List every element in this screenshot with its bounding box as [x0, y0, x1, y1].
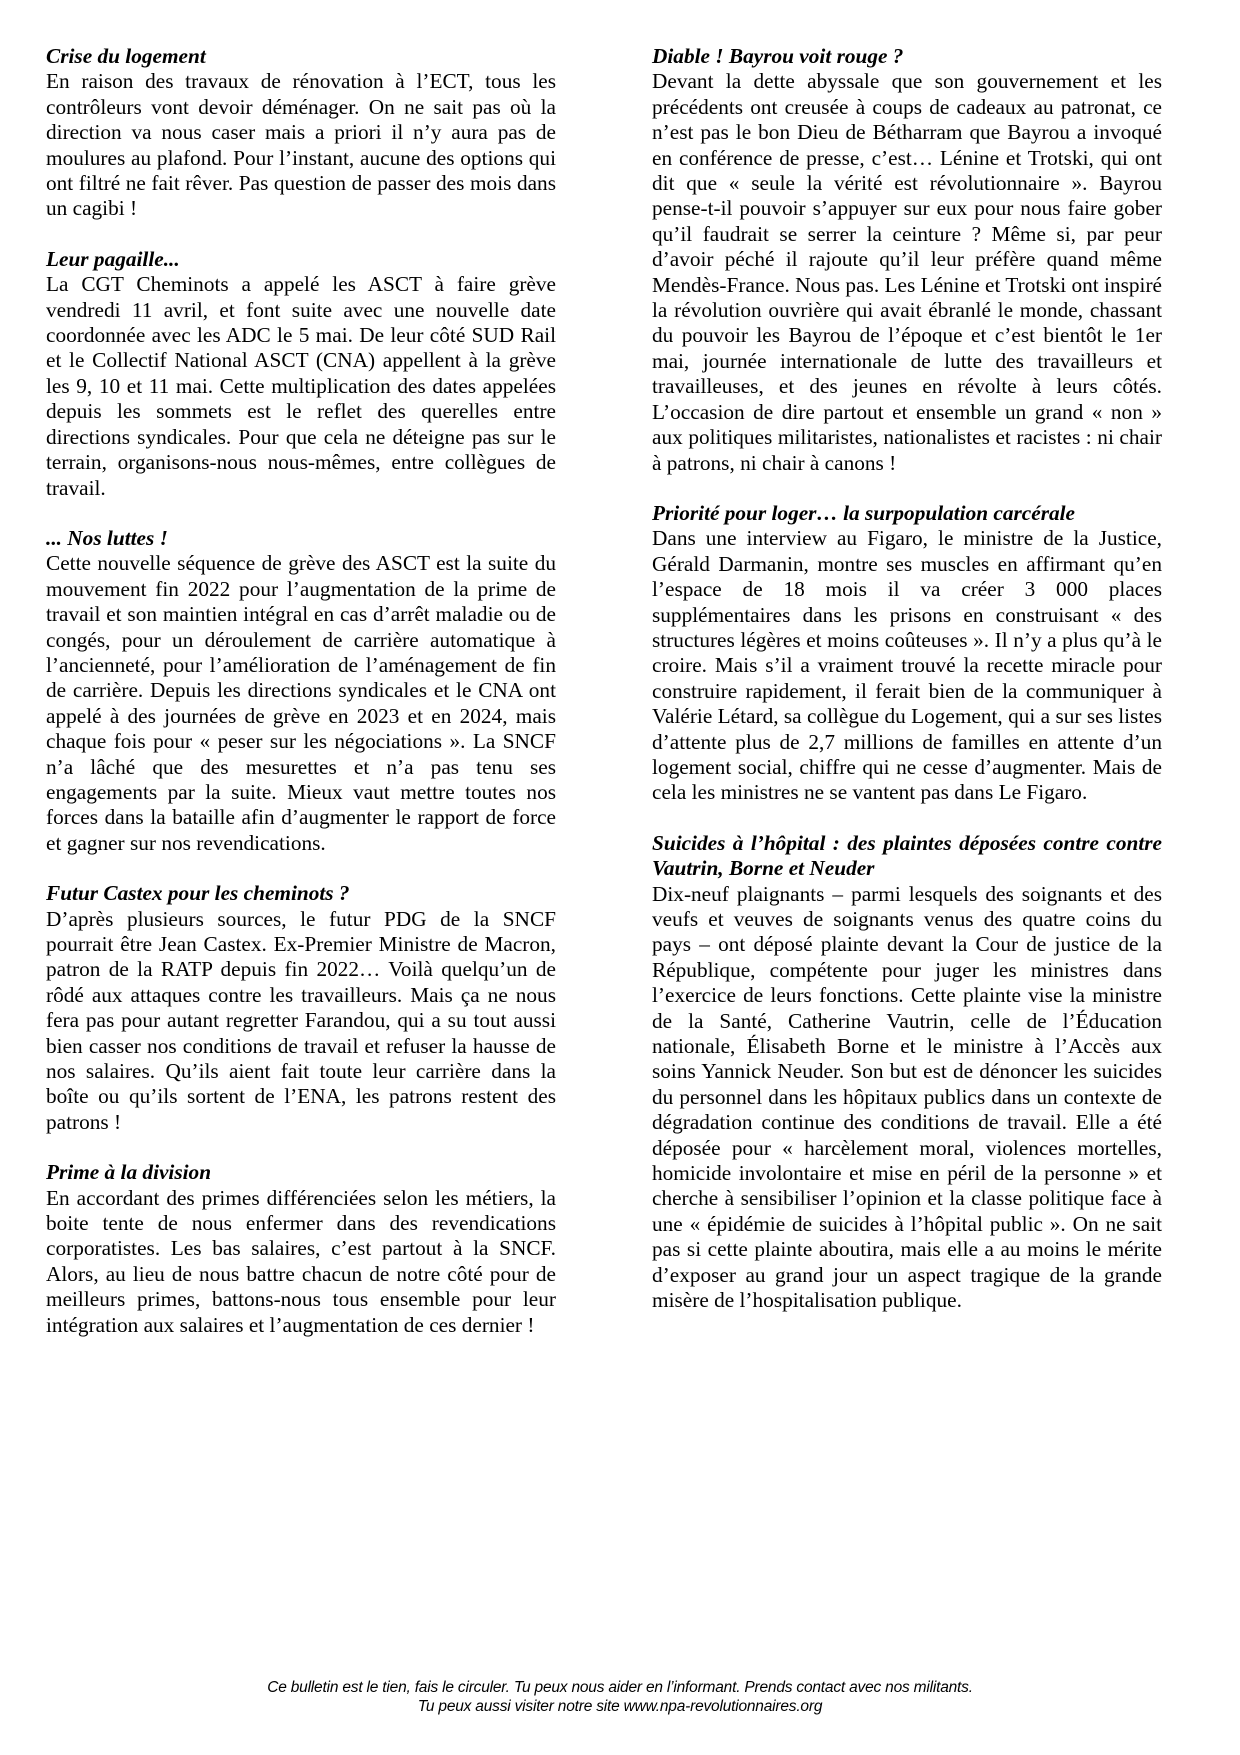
bulletin-footer	[0, 1678, 1240, 1716]
article-body: La CGT Cheminots a appelé les ASCT à faire grève vendredi 11 avril, et font suite avec une nouvelle date coordonnée avec les ADC le 5 mai. De leur côté SUD Rail et le Collectif National ASCT (CNA) appellent à la grève les 9, 10 et 11 mai. Cette multiplication des dates appelées depuis les sommets est le reflet des querelles entre directions syndicales. Pour que cela ne déteigne pas sur le terrain, organisons-nous nous-mêmes, entre collègues de travail.	[46, 272, 556, 500]
article-prime-a-la-division	[46, 1160, 556, 1338]
article-title: Futur Castex pour les cheminots ?	[46, 881, 350, 906]
right-column	[652, 44, 1162, 1339]
left-column	[46, 44, 556, 1363]
article-nos-luttes	[46, 526, 556, 856]
article-title: ... Nos luttes !	[46, 525, 168, 550]
article-body: Cette nouvelle séquence de grève des ASCT est la suite du mouvement fin 2022 pour l’augmentation de la prime de travail et son maintien intégral en cas d’arrêt maladie ou de congés, pour un déroulement de carrière automatique à l’ancienneté, pour l’amélioration de l’aménagement de fin de carrière. Depuis les directions syndicales et le CNA ont appelé à des journées de grève en 2023 et en 2024, mais chaque fois pour « peser sur les négociations ». La SNCF n’a lâché que des mesurettes et n’a pas tenu ses engagements par la suite. Mieux vaut mettre toutes nos forces dans la bataille afin d’augmenter le rapport de force et gagner sur nos revendications.	[46, 551, 556, 855]
article-title: Prime à la division	[46, 1160, 212, 1185]
article-body: En accordant des primes différenciées selon les métiers, la boite tente de nous enfermer dans des revendications corporatistes. Les bas salaires, c’est partout à la SNCF. Alors, au lieu de nous battre chacun de notre côté pour de meilleurs primes, battons-nous tous ensemble pour leur intégration aux salaires et l’augmentation de ces dernier !	[46, 1185, 556, 1337]
article-bayrou-voit-rouge	[652, 44, 1162, 476]
footer-line-2: Tu peux aussi visiter notre site www.npa-revolutionnaires.org	[417, 1698, 823, 1715]
article-crise-du-logement	[46, 44, 556, 222]
article-body: D’après plusieurs sources, le futur PDG de la SNCF pourrait être Jean Castex. Ex-Premier Ministre de Macron, patron de la RATP depuis fin 2022… Voilà quelqu’un de rôdé aux attaques contre les travailleurs. Mais ça ne nous fera pas pour autant regretter Farandou, qui a su tout aussi bien casser nos conditions de travail et refuser la hausse de nos salaires. Qu’ils aient fait toute leur carrière dans la boîte ou qu’ils sortent de l’ENA, les patrons restent des patrons !	[46, 906, 556, 1134]
article-title: Priorité pour loger… la surpopulation carcérale	[652, 500, 1076, 525]
article-title: Leur pagaille...	[46, 246, 180, 271]
article-body: En raison des travaux de rénovation à l’ECT, tous les contrôleurs vont devoir déménager. On ne sait pas où la direction va nous caser mais a priori il n’y aura pas de moulures au plafond. Pour l’instant, aucune des options qui ont filtré ne fait rêver. Pas question de passer des mois dans un cagibi !	[46, 69, 556, 221]
article-futur-castex	[46, 881, 556, 1135]
article-body: Dix-neuf plaignants – parmi lesquels des soignants et des veufs et veuves de soignants venus des quatre coins du pays – ont déposé plainte devant la Cour de justice de la République, compétente pour juger les ministres dans l’exercice de leurs fonctions. Cette plainte vise la ministre de la Santé, Catherine Vautrin, celle de l’Éducation nationale, Élisabeth Borne et le ministre à l’Accès aux soins Yannick Neuder. Son but est de dénoncer les suicides du personnel dans les hôpitaux publics dans un contexte de dégradation continue des conditions de travail. Elle a été déposée pour « harcèlement moral, violences mortelles, homicide involontaire et mise en péril de la personne » et cherche à sensibiliser l’opinion et la classe politique face à une « épidémie de suicides à l’hôpital public ». On ne sait pas si cette plainte aboutira, mais elle a au moins le mérite d’exposer au grand jour un aspect tragique de la grande misère de l’hospitalisation publique.	[652, 881, 1162, 1313]
article-body: Dans une interview au Figaro, le ministre de la Justice, Gérald Darmanin, montre ses muscles en affirmant qu’en l’espace de 18 mois il va créer 3 000 places supplémentaires dans les prisons en construisant « des structures légères et moins coûteuses ». Il n’y a plus qu’à le croire. Mais s’il a vraiment trouvé la recette miracle pour construire rapidement, il ferait bien de la communiquer à Valérie Létard, sa collègue du Logement, qui a sur ses listes d’attente plus de 2,7 millions de familles en attente d’un logement social, chiffre qui ne cesse d’augmenter. Mais de cela les ministres ne se vantent pas dans Le Figaro.	[652, 526, 1162, 805]
article-title: Suicides à l’hôpital : des plaintes déposées contre contre Vautrin, Borne et Neuder	[652, 830, 1162, 881]
article-leur-pagaille	[46, 247, 556, 501]
article-title: Diable ! Bayrou voit rouge ?	[652, 44, 904, 68]
article-body: Devant la dette abyssale que son gouvernement et les précédents ont creusée à coups de cadeaux au patronat, ce n’est pas le bon Dieu de Bétharram que Bayrou a invoqué en conférence de presse, c’est… Lénine et Trotski, qui ont dit que « seule la vérité est révolutionnaire ». Bayrou pense-t-il pouvoir s’appuyer sur eux pour nous faire gober qu’il faudrait se serrer la ceinture ? Même si, par peur d’avoir péché il rajoute qu’il leur préfère quand même Mendès-France. Nous pas. Les Lénine et Trotski ont inspiré la révolution ouvrière qui avait ébranlé le monde, chassant du pouvoir les Bayrou de l’époque et c’est bientôt le 1er mai, journée internationale de lutte des travailleurs et travailleuses, et des jeunes en révolte à leurs côtés. L’occasion de dire partout et ensemble un grand « non » aux politiques militaristes, nationalistes et racistes : ni chair à patrons, ni chair à canons !	[652, 69, 1162, 475]
article-suicides-hopital	[652, 831, 1162, 1314]
article-surpopulation-carcerale	[652, 501, 1162, 806]
article-title: Crise du logement	[46, 44, 206, 68]
footer-line-1: Ce bulletin est le tien, fais le circuler. Tu peux nous aider en l’informant. Prends contact avec nos militants.	[267, 1679, 973, 1696]
